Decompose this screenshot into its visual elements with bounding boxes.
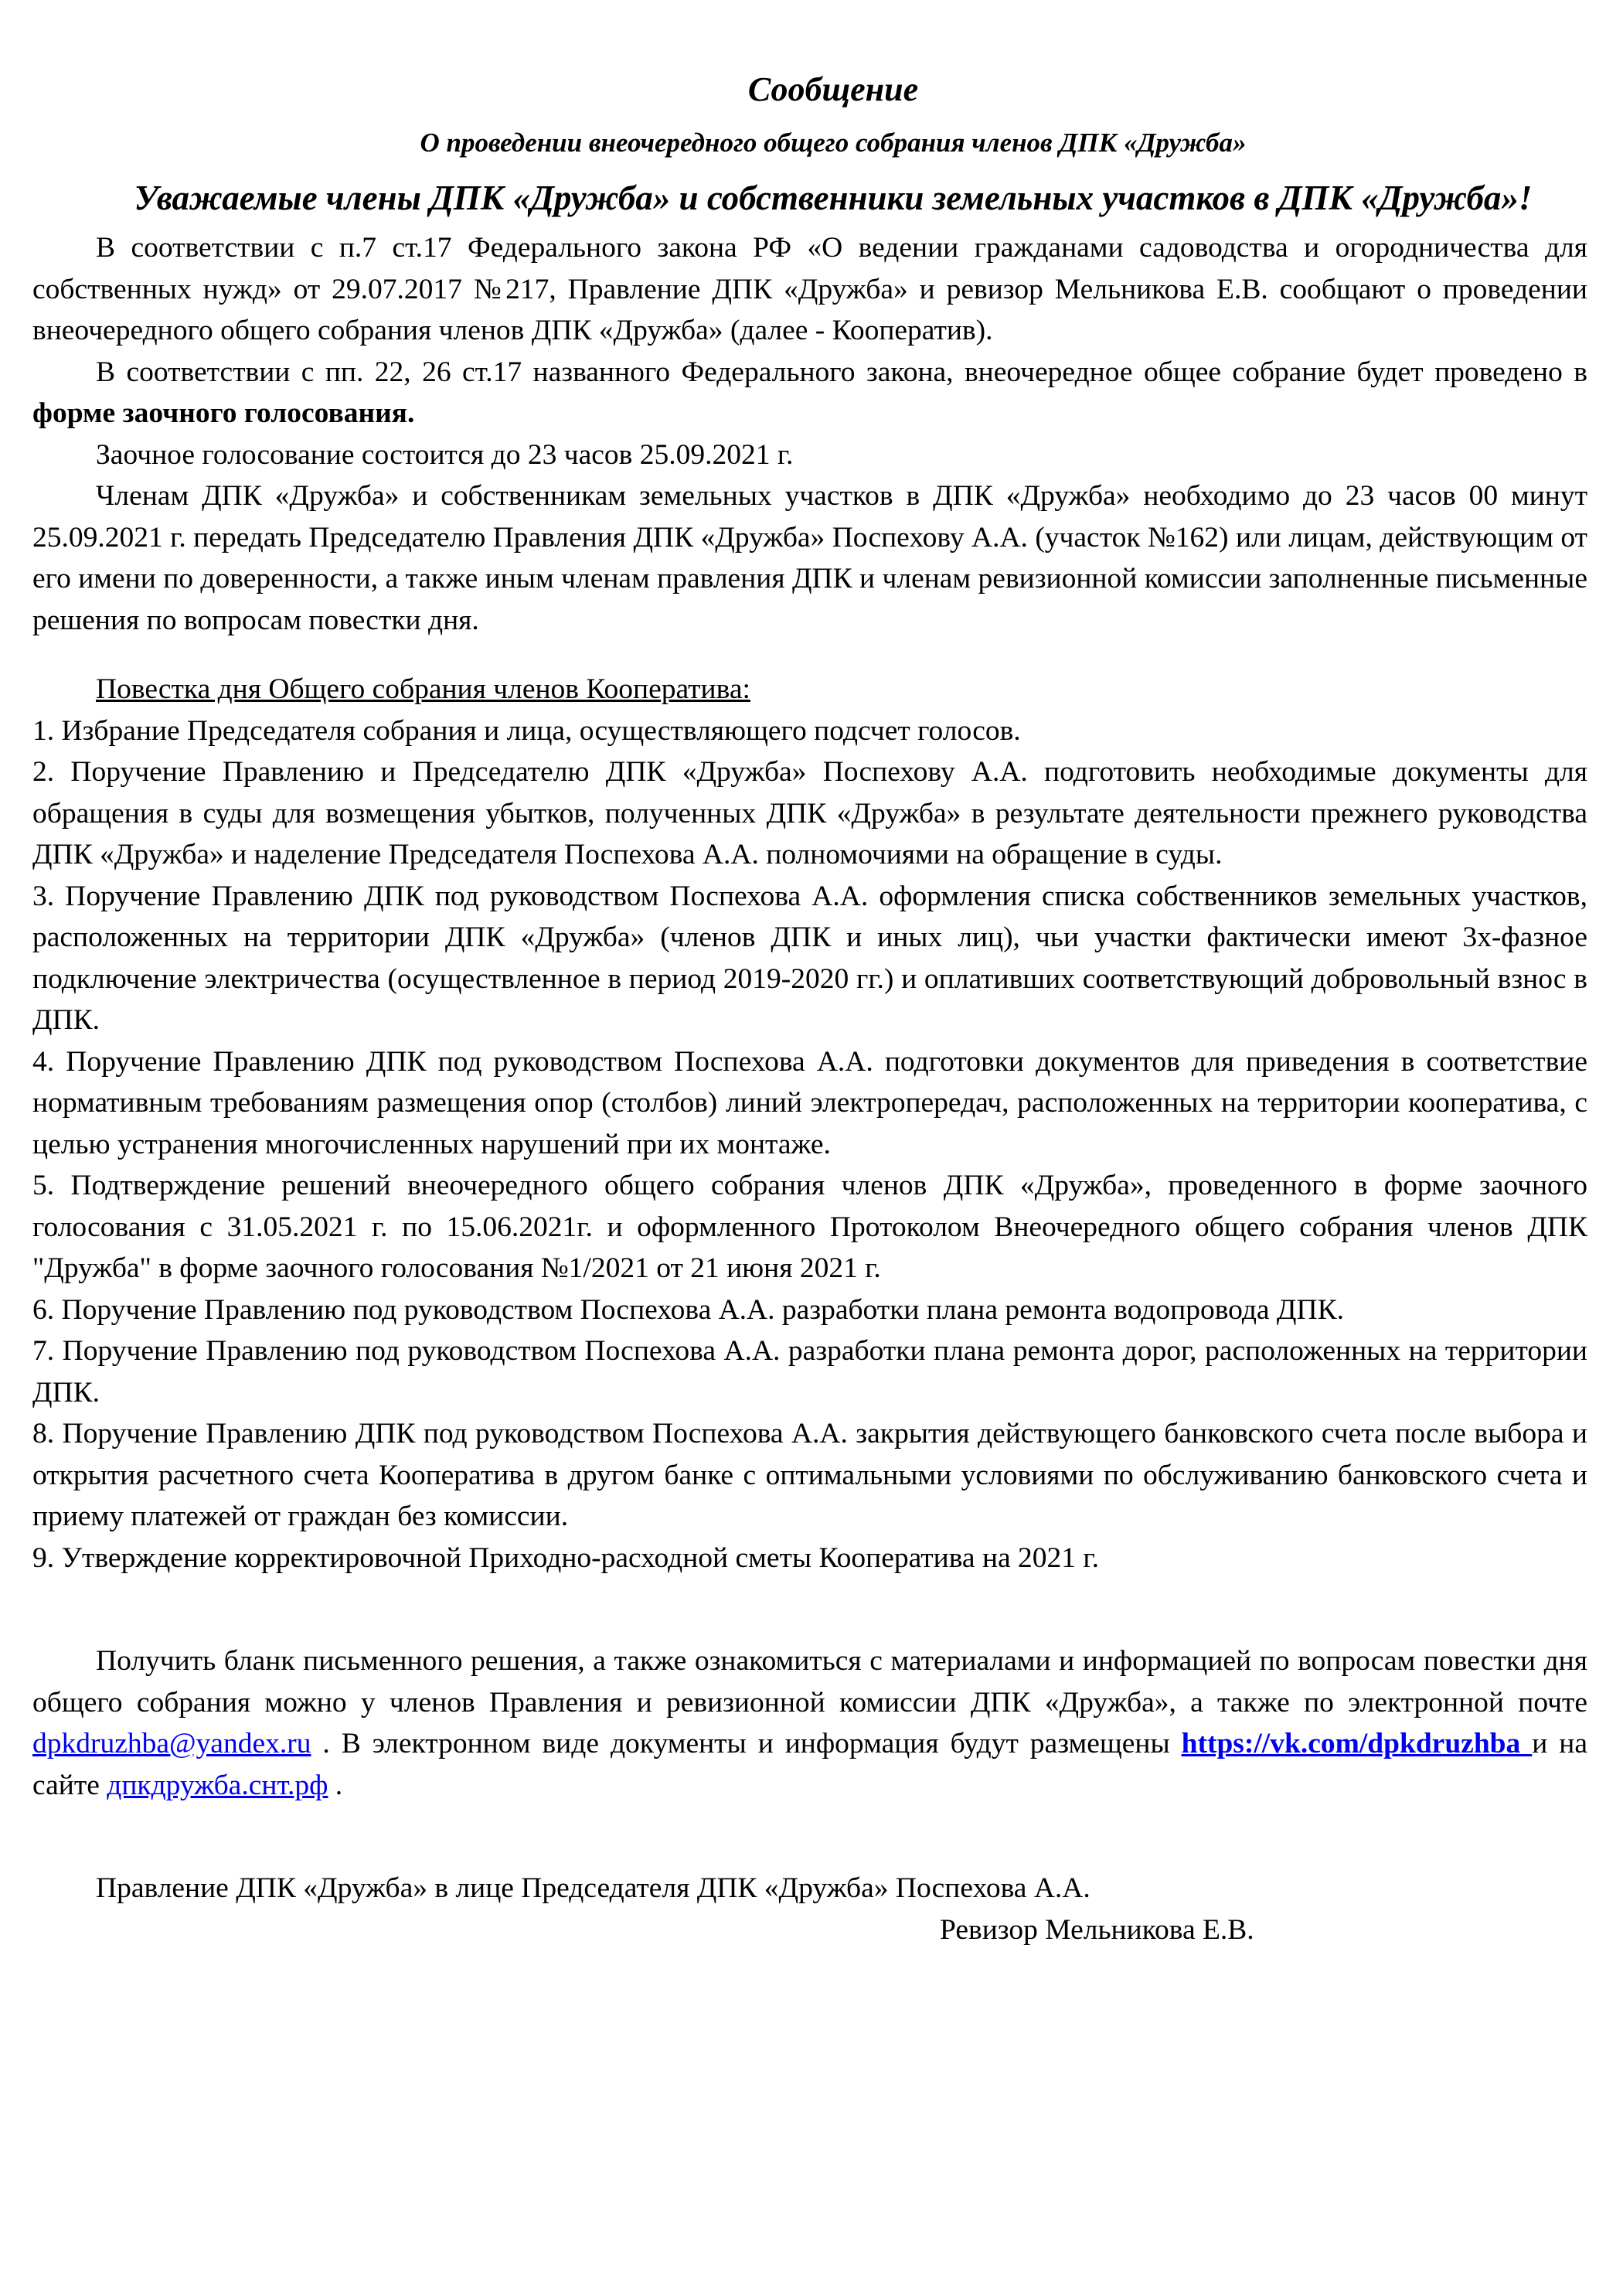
document-title: Сообщение [747, 70, 919, 108]
contacts-text-3: и на сайте [32, 1728, 1587, 1801]
agenda-list [32, 710, 1587, 1579]
document-body [32, 227, 1587, 1950]
salutation: Уважаемые члены ДПК «Дружба» и собственники земельных участков в ДПК «Дружба»! [134, 179, 1533, 217]
agenda-item-2: 2. Поручение Правлению и Председателю ДПК «Дружба» Поспехову А.А. подготовить необходимые документы для обращения в суды для возмещения убытков, полученных ДПК «Дружба» в результате деятельности прежнего руководства ДПК «Дружба» и наделение Председателя Поспехова А.А. полномочиями на обращение в суды. [32, 756, 1587, 870]
contacts-text-2: . В электронном виде документы и информация будут размещены [311, 1728, 1182, 1759]
document-page [32, 68, 1587, 1950]
intro-paragraph-2-text: В соответствии с пп. 22, 26 ст.17 названного Федерального закона, внеочередное общее собрание будет проведено в [96, 356, 1587, 388]
email-link[interactable]: dpkdruzhba@yandex.ru [32, 1728, 311, 1759]
spacer [32, 1806, 1587, 1868]
signature-board: Правление ДПК «Дружба» в лице Председателя ДПК «Дружба» Поспехова А.А. [96, 1872, 1091, 1904]
intro-paragraph-1: В соответствии с п.7 ст.17 Федерального закона РФ «О ведении гражданами садоводства и огородничества для собственных нужд» от 29.07.2017 №217, Правление ДПК «Дружба» и ревизор Мельникова Е.В. сообщают о проведении внеочередного общего собрания членов ДПК «Дружба» (далее - Кооператив). [32, 232, 1587, 346]
spacer [32, 1579, 1587, 1640]
intro-paragraph-4: Членам ДПК «Дружба» и собственникам земельных участков в ДПК «Дружба» необходимо до 23 часов 00 минут 25.09.2021 г. передать Председателю Правления ДПК «Дружба» Поспехову А.А. (участок №162) или лицам, действующим от его имени по доверенности, а также иным членам правления ДПК и членам ревизионной комиссии заполненные письменные решения по вопросам повестки дня. [32, 480, 1587, 636]
agenda-heading: Повестка дня Общего собрания членов Кооператива: [96, 673, 750, 705]
agenda-item-5: 5. Подтверждение решений внеочередного общего собрания членов ДПК «Дружба», проведенного в форме заочного голосования с 31.05.2021 г. по 15.06.2021г. и оформленного Протоколом Внеочередного общего собрания членов ДПК "Дружба" в форме заочного голосования №1/2021 от 21 июня 2021 г. [32, 1170, 1587, 1284]
agenda-item-7: 7. Поручение Правлению под руководством Поспехова А.А. разработки плана ремонта дорог, расположенных на территории ДПК. [32, 1335, 1587, 1409]
signature-auditor: Ревизор Мельникова Е.В. [940, 1913, 1254, 1946]
vk-link[interactable]: https://vk.com/dpkdruzhba [1181, 1728, 1533, 1759]
site-link[interactable]: дпкдружба.снт.рф [107, 1769, 328, 1801]
agenda-item-8: 8. Поручение Правлению ДПК под руководством Поспехова А.А. закрытия действующего банковского счета после выбора и открытия расчетного счета Кооператива в другом банке с оптимальными условиями по обслуживанию банковского счета и приему платежей от граждан без комиссии. [32, 1418, 1587, 1532]
intro-paragraph-2 [32, 352, 1587, 434]
agenda-item-9: 9. Утверждение корректировочной Приходно-расходной сметы Кооператива на 2021 г. [32, 1541, 1099, 1574]
voting-form-emphasis: форме заочного голосования. [32, 397, 415, 429]
agenda-item-6: 6. Поручение Правлению под руководством Поспехова А.А. разработки плана ремонта водопровода ДПК. [32, 1293, 1344, 1326]
document-subtitle: О проведении внеочередного общего собрания членов ДПК «Дружба» [420, 128, 1247, 158]
contacts-text-4: . [328, 1769, 343, 1801]
agenda-item-4: 4. Поручение Правлению ДПК под руководством Поспехова А.А. подготовки документов для приведения в соответствие нормативным требованиям размещения опор (столбов) линий электропередач, расположенных на территории кооператива, с целью устранения многочисленных нарушений при их монтаже. [32, 1045, 1587, 1160]
contacts-paragraph [32, 1640, 1587, 1806]
intro-paragraph-3: Заочное голосование состоится до 23 часов 25.09.2021 г. [96, 438, 794, 471]
contacts-text-1: Получить бланк письменного решения, а также ознакомиться с материалами и информацией по вопросам повестки дня общего собрания можно у членов Правления и ревизионной комиссии ДПК «Дружба», а также по электронной почте [32, 1645, 1587, 1719]
agenda-item-3: 3. Поручение Правлению ДПК под руководством Поспехова А.А. оформления списка собственников земельных участков, расположенных на территории ДПК «Дружба» (членов ДПК и иных лиц), чьи участки фактически имеют 3х-фазное подключение электричества (осуществленное в период 2019-2020 гг.) и оплативших соответствующий добровольный взнос в ДПК. [32, 880, 1587, 1036]
spacer [32, 641, 1587, 669]
agenda-item-1: 1. Избрание Председателя собрания и лица, осуществляющего подсчет голосов. [32, 714, 1021, 747]
